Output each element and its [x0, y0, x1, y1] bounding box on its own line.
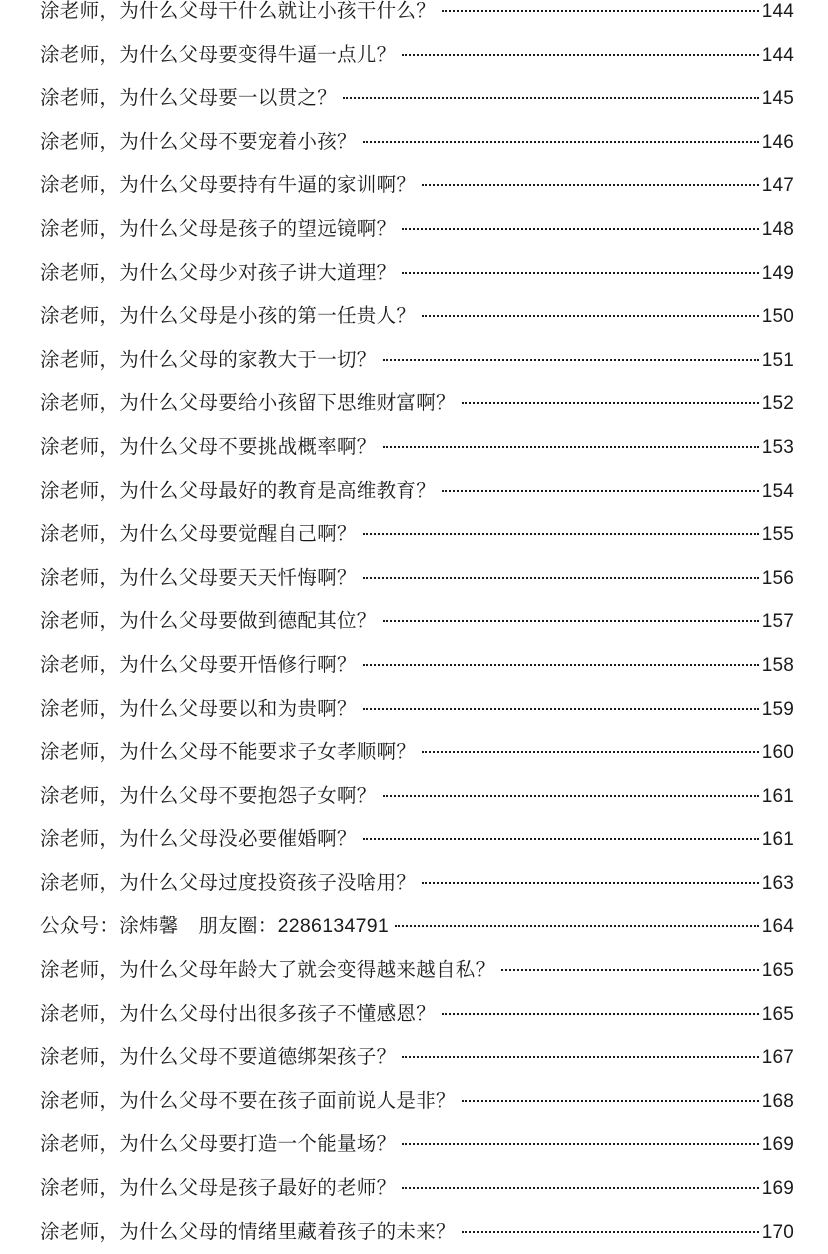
- dot-leader: [363, 664, 759, 666]
- toc-entry-title: 涂老师，为什么父母过度投资孩子没啥用？: [40, 870, 417, 894]
- dot-leader: [363, 577, 759, 579]
- toc-entry-title: 涂老师，为什么父母不能要求子女孝顺啊？: [40, 740, 417, 764]
- toc-entry-page-number: 159: [761, 698, 794, 720]
- dot-leader: [395, 925, 759, 927]
- toc-entry[interactable]: [40, 1035, 794, 1079]
- toc-entry-page-number: 163: [761, 872, 794, 894]
- toc-entry-title: 涂老师，为什么父母没必要催婚啊？: [40, 827, 357, 851]
- toc-entry[interactable]: [40, 0, 794, 33]
- toc-entry[interactable]: [40, 687, 794, 731]
- toc-entry[interactable]: [40, 948, 794, 992]
- dot-leader: [422, 184, 758, 186]
- toc-entry-page-number: 164: [761, 916, 794, 938]
- toc-entry-title: 涂老师，为什么父母要打造一个能量场？: [40, 1132, 397, 1156]
- toc-entry-title: 涂老师，为什么父母的家教大于一切？: [40, 347, 377, 371]
- toc-entry-page-number: 169: [761, 1178, 794, 1200]
- toc-entry[interactable]: [40, 599, 794, 643]
- dot-leader: [402, 1056, 758, 1058]
- toc-entry[interactable]: [40, 381, 794, 425]
- dot-leader: [363, 708, 759, 710]
- dot-leader: [462, 1100, 759, 1102]
- dot-leader: [462, 402, 759, 404]
- toc-entry-title: 涂老师，为什么父母是孩子的望远镜啊？: [40, 216, 397, 240]
- toc-entry[interactable]: [40, 76, 794, 120]
- toc-entry-page-number: 161: [761, 785, 794, 807]
- toc-entry[interactable]: [40, 1079, 794, 1123]
- toc-entry-title: 涂老师，为什么父母要天天忏悔啊？: [40, 565, 357, 589]
- toc-entry[interactable]: [40, 294, 794, 338]
- toc-contact-number: 2286134791: [277, 915, 390, 938]
- dot-leader: [442, 490, 759, 492]
- toc-entry-page-number: 165: [761, 960, 794, 982]
- toc-entry-page-number: 151: [761, 349, 794, 371]
- toc-entry-title: 涂老师，为什么父母不要在孩子面前说人是非？: [40, 1088, 456, 1112]
- toc-entry[interactable]: [40, 33, 794, 77]
- toc-entry-title: 涂老师，为什么父母最好的教育是高维教育？: [40, 478, 437, 502]
- toc-entry-page-number: 144: [761, 1, 794, 22]
- toc-entry[interactable]: [40, 817, 794, 861]
- toc-entry[interactable]: [40, 774, 794, 818]
- toc-entry-page-number: 150: [761, 306, 794, 328]
- toc-entry-title: 涂老师，为什么父母少对孩子讲大道理？: [40, 260, 397, 284]
- dot-leader: [402, 228, 758, 230]
- toc-entry-title: 涂老师，为什么父母要觉醒自己啊？: [40, 522, 357, 546]
- toc-entry-title: 涂老师，为什么父母不要道德绑架孩子？: [40, 1045, 397, 1069]
- toc-entry[interactable]: [40, 992, 794, 1036]
- dot-leader: [402, 272, 758, 274]
- toc-entry-page-number: 156: [761, 567, 794, 589]
- toc-entry-page-number: 168: [761, 1090, 794, 1112]
- toc-entry[interactable]: [40, 338, 794, 382]
- dot-leader: [462, 1231, 759, 1233]
- dot-leader: [422, 751, 758, 753]
- toc-entry-contact[interactable]: [40, 904, 794, 948]
- toc-entry-page-number: 158: [761, 654, 794, 676]
- toc-entry-title: 涂老师，为什么父母要变得牛逼一点儿？: [40, 42, 397, 66]
- dot-leader: [343, 97, 759, 99]
- toc-entry-page-number: 160: [761, 742, 794, 764]
- toc-entry-title: 涂老师，为什么父母不要抱怨子女啊？: [40, 783, 377, 807]
- toc-entry[interactable]: [40, 163, 794, 207]
- toc-entry-page-number: 167: [761, 1047, 794, 1069]
- toc-entry[interactable]: [40, 425, 794, 469]
- toc-entry[interactable]: [40, 643, 794, 687]
- toc-entry-title: 涂老师，为什么父母要开悟修行啊？: [40, 652, 357, 676]
- toc-entry-page-number: 152: [761, 393, 794, 415]
- dot-leader: [402, 1187, 758, 1189]
- toc-entry-page-number: 153: [761, 436, 794, 458]
- dot-leader: [383, 446, 759, 448]
- toc-entry[interactable]: [40, 512, 794, 556]
- toc-entry[interactable]: [40, 556, 794, 600]
- toc-entry[interactable]: [40, 861, 794, 905]
- toc-entry[interactable]: [40, 1166, 794, 1210]
- dot-leader: [422, 882, 758, 884]
- toc-entry[interactable]: [40, 730, 794, 774]
- toc-entry-title: 涂老师，为什么父母是小孩的第一任贵人？: [40, 304, 417, 328]
- dot-leader: [363, 838, 759, 840]
- toc-entry-page-number: 157: [761, 611, 794, 633]
- toc-entry-title: 涂老师，为什么父母要做到德配其位？: [40, 609, 377, 633]
- toc-entry-page-number: 154: [761, 480, 794, 502]
- toc-entry-title: 涂老师，为什么父母干什么就让小孩干什么？: [40, 0, 437, 22]
- dot-leader: [442, 1013, 759, 1015]
- dot-leader: [383, 795, 759, 797]
- toc-entry-page-number: 148: [761, 218, 794, 240]
- dot-leader: [422, 315, 758, 317]
- toc-entry-title: 涂老师，为什么父母年龄大了就会变得越来越自私？: [40, 958, 496, 982]
- toc-entry[interactable]: [40, 207, 794, 251]
- dot-leader: [442, 10, 759, 12]
- toc-entry-page-number: 144: [761, 44, 794, 66]
- dot-leader: [383, 620, 759, 622]
- toc-entry[interactable]: [40, 469, 794, 513]
- toc-entry[interactable]: [40, 1210, 794, 1254]
- toc-entry[interactable]: [40, 120, 794, 164]
- dot-leader: [363, 141, 759, 143]
- toc-entry-page-number: 145: [761, 88, 794, 110]
- dot-leader: [402, 54, 758, 56]
- toc-entry-title: 涂老师，为什么父母要以和为贵啊？: [40, 696, 357, 720]
- toc-entry-title: 涂老师，为什么父母要持有牛逼的家训啊？: [40, 173, 417, 197]
- dot-leader: [383, 359, 759, 361]
- toc-contact-label: 公众号：涂炜馨 朋友圈：: [40, 914, 278, 938]
- toc-entry-title: 涂老师，为什么父母的情绪里藏着孩子的未来？: [40, 1219, 456, 1243]
- toc-entry-title: 涂老师，为什么父母不要挑战概率啊？: [40, 434, 377, 458]
- toc-entry[interactable]: [40, 1122, 794, 1166]
- toc-entry-page-number: 170: [761, 1221, 794, 1243]
- toc-entry-title: 涂老师，为什么父母要给小孩留下思维财富啊？: [40, 391, 456, 415]
- toc-entry-title: 涂老师，为什么父母付出很多孩子不懂感恩？: [40, 1001, 437, 1025]
- toc-entry-page-number: 155: [761, 524, 794, 546]
- toc-entry-page-number: 165: [761, 1003, 794, 1025]
- toc-entry-page-number: 147: [761, 175, 794, 197]
- dot-leader: [501, 969, 758, 971]
- toc-entry-title: 涂老师，为什么父母是孩子最好的老师？: [40, 1176, 397, 1200]
- toc-entry[interactable]: [40, 251, 794, 295]
- toc-entry-page-number: 149: [761, 262, 794, 284]
- toc-entry-title: 涂老师，为什么父母不要宠着小孩？: [40, 129, 357, 153]
- toc-contact-title: [40, 904, 389, 949]
- dot-leader: [402, 1143, 758, 1145]
- toc-entry-page-number: 146: [761, 131, 794, 153]
- toc-entry-title: 涂老师，为什么父母要一以贯之？: [40, 86, 338, 110]
- dot-leader: [363, 533, 759, 535]
- toc-entry-page-number: 169: [761, 1134, 794, 1156]
- toc-entry-page-number: 161: [761, 829, 794, 851]
- table-of-contents: [40, 0, 794, 1253]
